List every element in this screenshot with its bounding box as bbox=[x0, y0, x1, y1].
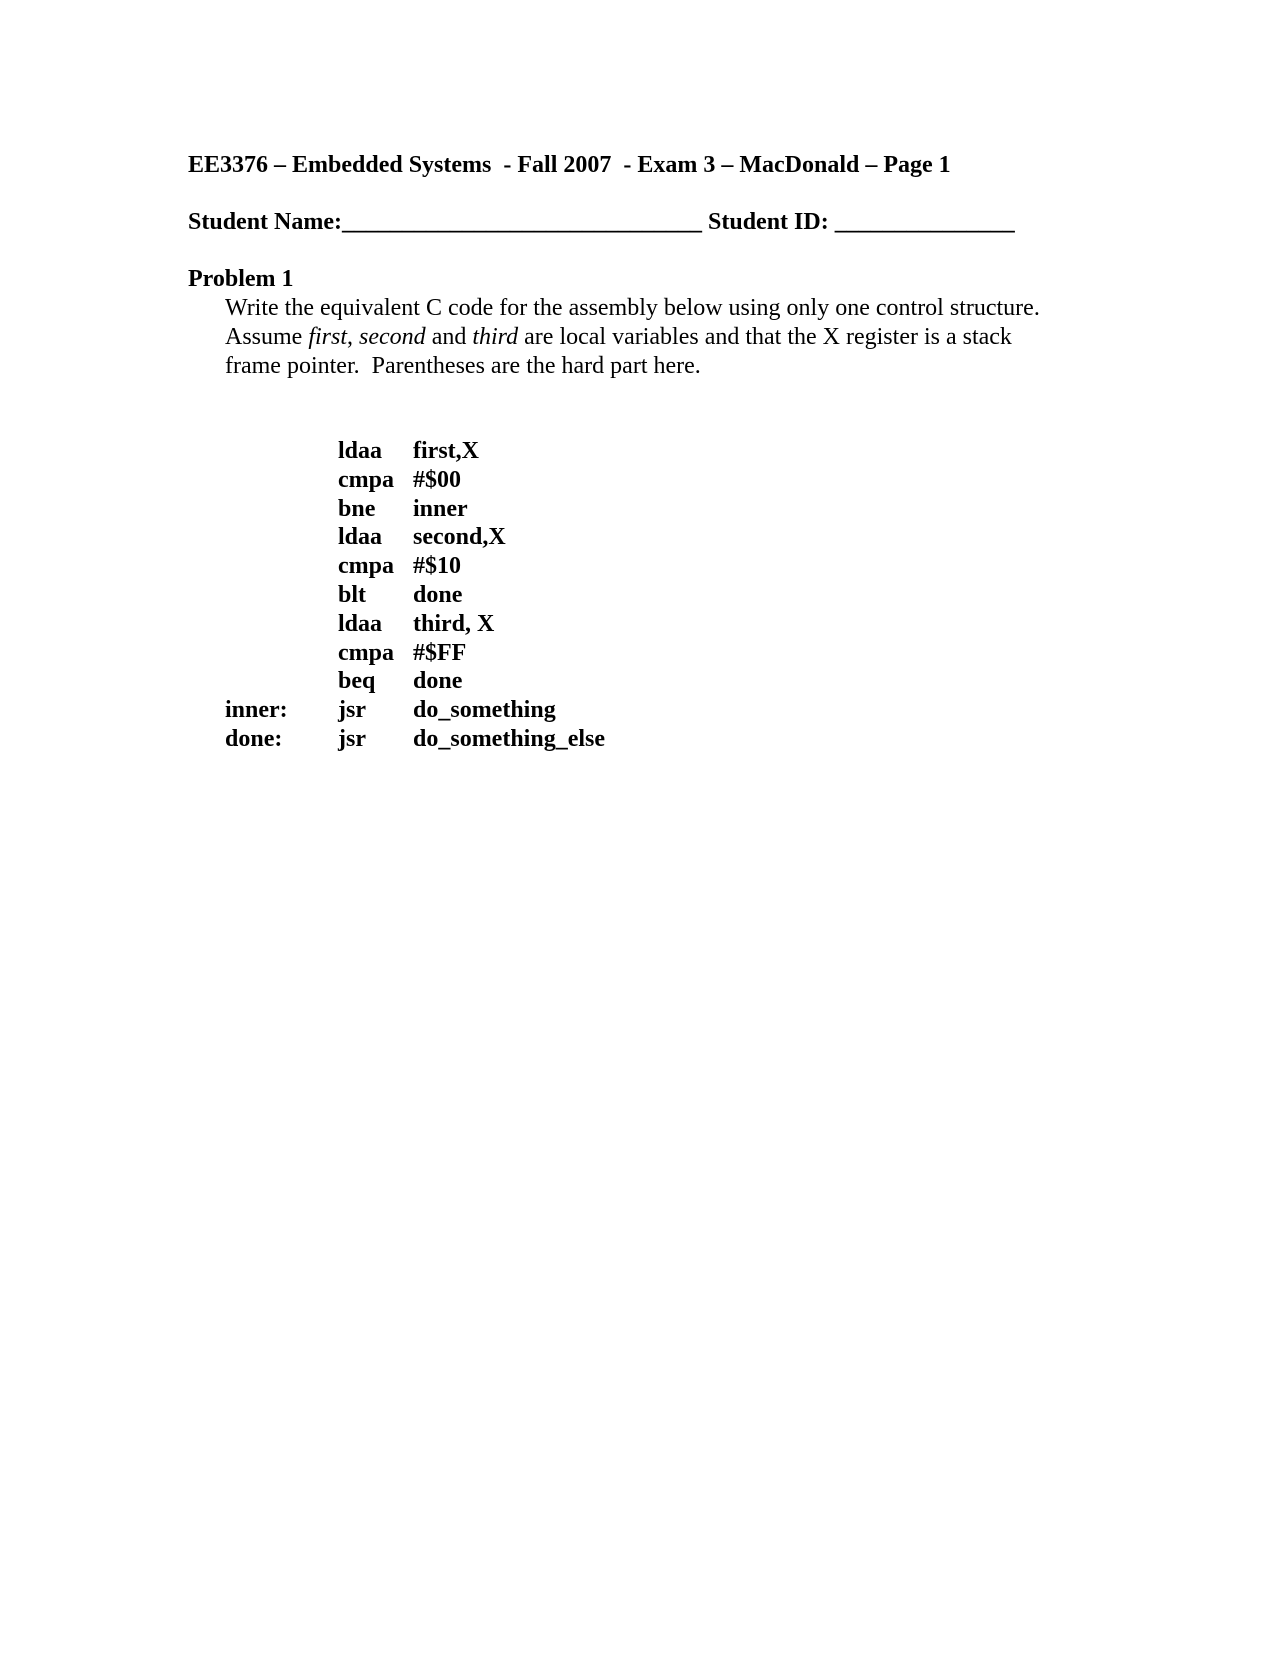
code-operand: third, X bbox=[413, 610, 495, 637]
code-opcode: bne bbox=[338, 495, 376, 522]
code-opcode: ldaa bbox=[338, 438, 383, 464]
code-operand: #$FF bbox=[413, 639, 467, 666]
code-row bbox=[225, 639, 605, 668]
exam-header: EE3376 – Embedded Systems - Fall 2007 - Exam 3 – MacDonald – Page 1 bbox=[188, 152, 951, 178]
code-opcode: jsr bbox=[338, 697, 366, 724]
code-operand: second,X bbox=[413, 524, 506, 551]
code-operand: #$00 bbox=[413, 466, 461, 493]
code-operand: done bbox=[413, 668, 463, 695]
code-label bbox=[225, 581, 338, 610]
code-row bbox=[225, 696, 605, 725]
code-label bbox=[225, 667, 338, 696]
problem-line-2-post: are local variables and that the X register is a stack bbox=[518, 324, 1012, 350]
problem-title: Problem 1 bbox=[188, 266, 294, 292]
variable-second: second bbox=[359, 324, 426, 350]
code-label bbox=[225, 610, 338, 639]
code-opcode: ldaa bbox=[338, 610, 383, 637]
variable-third: third bbox=[472, 324, 519, 350]
code-label bbox=[225, 437, 338, 466]
code-row bbox=[225, 552, 605, 581]
code-label bbox=[225, 523, 338, 552]
code-opcode: blt bbox=[338, 581, 367, 608]
problem-statement bbox=[225, 294, 1125, 381]
code-opcode: cmpa bbox=[338, 466, 394, 493]
code-row bbox=[225, 466, 605, 495]
comma-text: , bbox=[347, 324, 360, 350]
student-name-label: Student Name: bbox=[188, 209, 342, 235]
code-label bbox=[225, 495, 338, 524]
and-text: and bbox=[425, 324, 473, 350]
variable-first: first bbox=[308, 324, 348, 350]
code-operand: inner bbox=[413, 495, 468, 522]
code-row bbox=[225, 437, 605, 466]
code-operand: done bbox=[413, 581, 463, 608]
code-opcode: ldaa bbox=[338, 524, 383, 551]
code-label bbox=[225, 552, 338, 581]
code-row bbox=[225, 581, 605, 610]
assembly-code-listing bbox=[225, 437, 605, 754]
code-label bbox=[225, 466, 338, 495]
code-operand: #$10 bbox=[413, 553, 461, 580]
student-name-blank: ______________________________ bbox=[342, 209, 702, 235]
code-operand: do_something_else bbox=[413, 725, 605, 752]
code-label: done: bbox=[225, 725, 283, 752]
code-operand: first,X bbox=[413, 438, 479, 464]
code-row bbox=[225, 725, 605, 754]
code-opcode: beq bbox=[338, 668, 376, 695]
code-row bbox=[225, 667, 605, 696]
code-opcode: jsr bbox=[338, 725, 366, 752]
problem-line-1: Write the equivalent C code for the assembly below using only one control structure. bbox=[225, 295, 1040, 321]
code-opcode: cmpa bbox=[338, 639, 394, 666]
code-label: inner: bbox=[225, 697, 288, 724]
code-operand: do_something bbox=[413, 697, 556, 724]
code-row bbox=[225, 495, 605, 524]
code-row bbox=[225, 523, 605, 552]
code-opcode: cmpa bbox=[338, 553, 394, 580]
student-info-line bbox=[188, 206, 1015, 238]
code-row bbox=[225, 610, 605, 639]
problem-line-2-pre: Assume bbox=[225, 324, 309, 350]
code-label bbox=[225, 639, 338, 668]
problem-line-2 bbox=[225, 323, 1125, 352]
problem-line-3: frame pointer. Parentheses are the hard part here. bbox=[225, 353, 701, 379]
student-id-label: Student ID: bbox=[702, 209, 835, 235]
student-id-blank: _______________ bbox=[834, 209, 1015, 235]
